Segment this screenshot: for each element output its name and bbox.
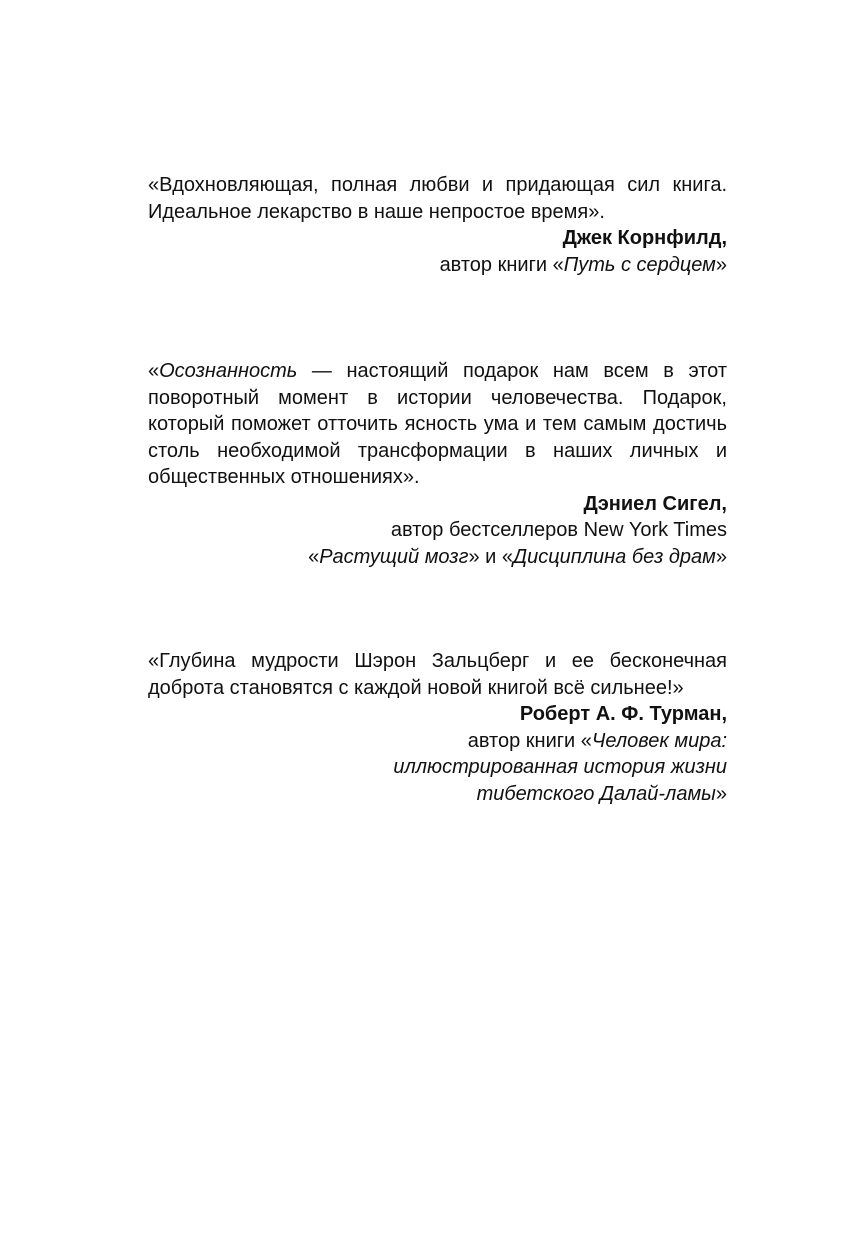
book-title: Осознанность: [159, 360, 298, 382]
credit-connector: » и «: [468, 545, 513, 568]
author-name: Роберт А. Ф. Турман,: [519, 703, 727, 725]
quote-text: [148, 358, 727, 491]
credit-suffix: »: [715, 253, 727, 276]
book-title: Дисциплина без драм: [513, 545, 716, 568]
author-name: Джек Корнфилд,: [562, 227, 727, 249]
author-credit-line1: [148, 728, 727, 755]
book-title: Человек мира:: [591, 729, 727, 752]
book-title: тибетского Далай-ламы: [476, 782, 716, 805]
quote-body: «Вдохновляющая, полная любви и придающая сил книга. Идеальное лекарство в наше непростое время».: [148, 174, 727, 223]
blurb-thurman: [148, 648, 727, 807]
author-credit-line2: иллюстрированная история жизни: [393, 756, 727, 778]
author-credit: [148, 252, 727, 279]
quote-text: [148, 172, 727, 225]
quote-open-mark: «: [148, 360, 160, 382]
author-name: Дэниел Сигел,: [583, 492, 727, 515]
book-title: Растущий мозг: [319, 545, 469, 568]
quote-mark: »: [715, 545, 727, 568]
quote-body: «Глубина мудрости Шэрон Зальцберг и ее бесконечная доброта становятся с каждой новой книгой всё сильнее!»: [148, 650, 727, 699]
author-credit-line3: [148, 781, 727, 808]
credit-prefix: автор книги «: [439, 253, 564, 276]
blurb-siegel: [148, 358, 727, 570]
author-credit-line2: [148, 544, 727, 571]
quote-body: — настоящий подарок нам всем в этот поворотный момент в истории человечества. Подарок, который поможет отточить ясность ума и тем самым достичь столь необходимой трансформации в наших личных и общественных отношениях».: [148, 360, 727, 488]
author-credit-line1: автор бестселлеров New York Times: [390, 519, 727, 541]
credit-prefix: автор книги «: [467, 729, 592, 752]
quote-mark: «: [308, 545, 320, 568]
book-title: Путь с сердцем: [563, 253, 716, 276]
page: [148, 172, 727, 807]
quote-text: [148, 648, 727, 701]
credit-suffix: »: [715, 782, 727, 805]
blurb-kornfield: [148, 172, 727, 278]
